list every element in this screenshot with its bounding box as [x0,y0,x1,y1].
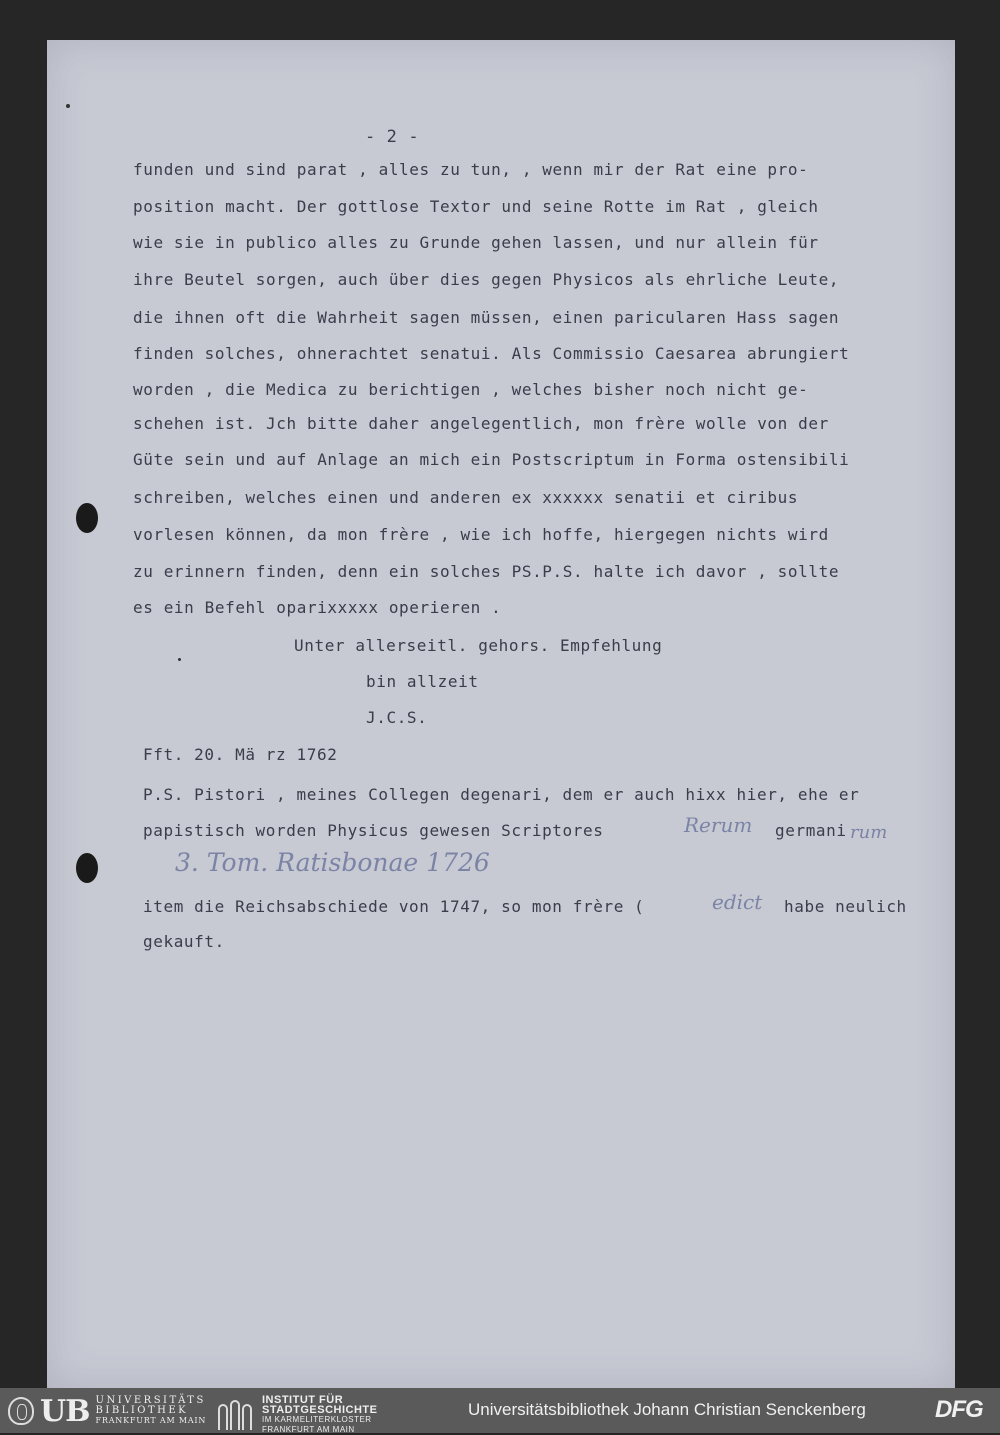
punch-hole [76,853,98,883]
isg-line: FRANKFURT AM MAIN [262,1425,355,1434]
body-line: Güte sein und auf Anlage an mich ein Postscriptum in Forma ostensibili [133,450,850,469]
paper-speck [66,104,70,108]
seal-icon [8,1397,34,1425]
body-line: position macht. Der gottlose Textor und seine Rotte im Rat , gleich [133,197,819,216]
isg-line: STADTGESCHICHTE [262,1404,378,1416]
ub-text [96,1396,207,1426]
isg-line: INSTITUT FÜR [262,1394,344,1406]
ps-line: item die Reichsabschiede von 1747, so mon frère ( [143,897,645,916]
signature-initials: J.C.S. [366,708,428,727]
isg-logo [218,1395,377,1435]
body-line: wie sie in publico alles zu Grunde gehen lassen, und nur allein für [133,233,819,252]
ps-line-end: habe neulich [784,897,907,916]
body-line: die ihnen oft die Wahrheit sagen müssen, einen paricularen Hass sagen [133,308,840,327]
ps-line: P.S. Pistori , meines Collegen degenari, dem er auch hixx hier, ehe er [143,785,860,804]
body-line: zu erinnern finden, denn ein solches PS.P.S. halte ich davor , sollte [133,562,840,581]
handwritten-note: 3. Tom. Ratisbonae 1726 [175,848,490,877]
body-line: worden , die Medica zu berichtigen , welches bisher noch nicht ge- [133,380,809,399]
ps-line-end: germani [775,821,847,840]
ub-line: UNIVERSITÄTS [95,1395,206,1406]
isg-text [262,1395,377,1435]
body-line: ihre Beutel sorgen, auch über dies gegen Physicos als ehrliche Leute, [133,270,840,289]
library-name: Universitätsbibliothek Johann Christian Senckenberg [468,1400,866,1419]
footer-bar [0,1388,1000,1433]
dfg-logo: DFG [935,1396,983,1423]
closing-line: Unter allerseitl. gehors. Empfehlung [294,636,663,655]
body-line: vorlesen können, da mon frère , wie ich hoffe, hiergegen nichts wird [133,525,829,544]
date-line: Fft. 20. Mä rz 1762 [143,745,338,764]
arch-icon [218,1400,254,1430]
ub-logo [8,1393,207,1429]
closing-line: bin allzeit [366,672,479,691]
ub-line: BIBLIOTHEK [95,1405,189,1416]
ps-line: papistisch worden Physicus gewesen Scriptores [143,821,604,840]
ps-line: gekauft. [143,932,225,951]
punch-hole [76,503,98,533]
body-line: schehen ist. Jch bitte daher angelegentlich, mon frère wolle von der [133,414,829,433]
handwritten-note: edict [712,890,763,914]
isg-line: IM KARMELITERKLOSTER [262,1415,372,1424]
paper-speck [178,658,181,661]
body-line: es ein Befehl oparixxxxx operieren . [133,598,502,617]
page-number: - 2 - [365,127,420,147]
handwritten-note: rum [850,822,888,843]
ub-line: FRANKFURT AM MAIN [95,1416,207,1425]
body-line: funden und sind parat , alles zu tun, , wenn mir der Rat eine pro- [133,160,809,179]
ub-letters: UB [40,1393,90,1429]
body-line: schreiben, welches einen und anderen ex xxxxxx senatii et ciribus [133,488,799,507]
body-line: finden solches, ohnerachtet senatui. Als Commissio Caesarea abrungiert [133,344,850,363]
handwritten-note: Rerum [684,813,753,837]
